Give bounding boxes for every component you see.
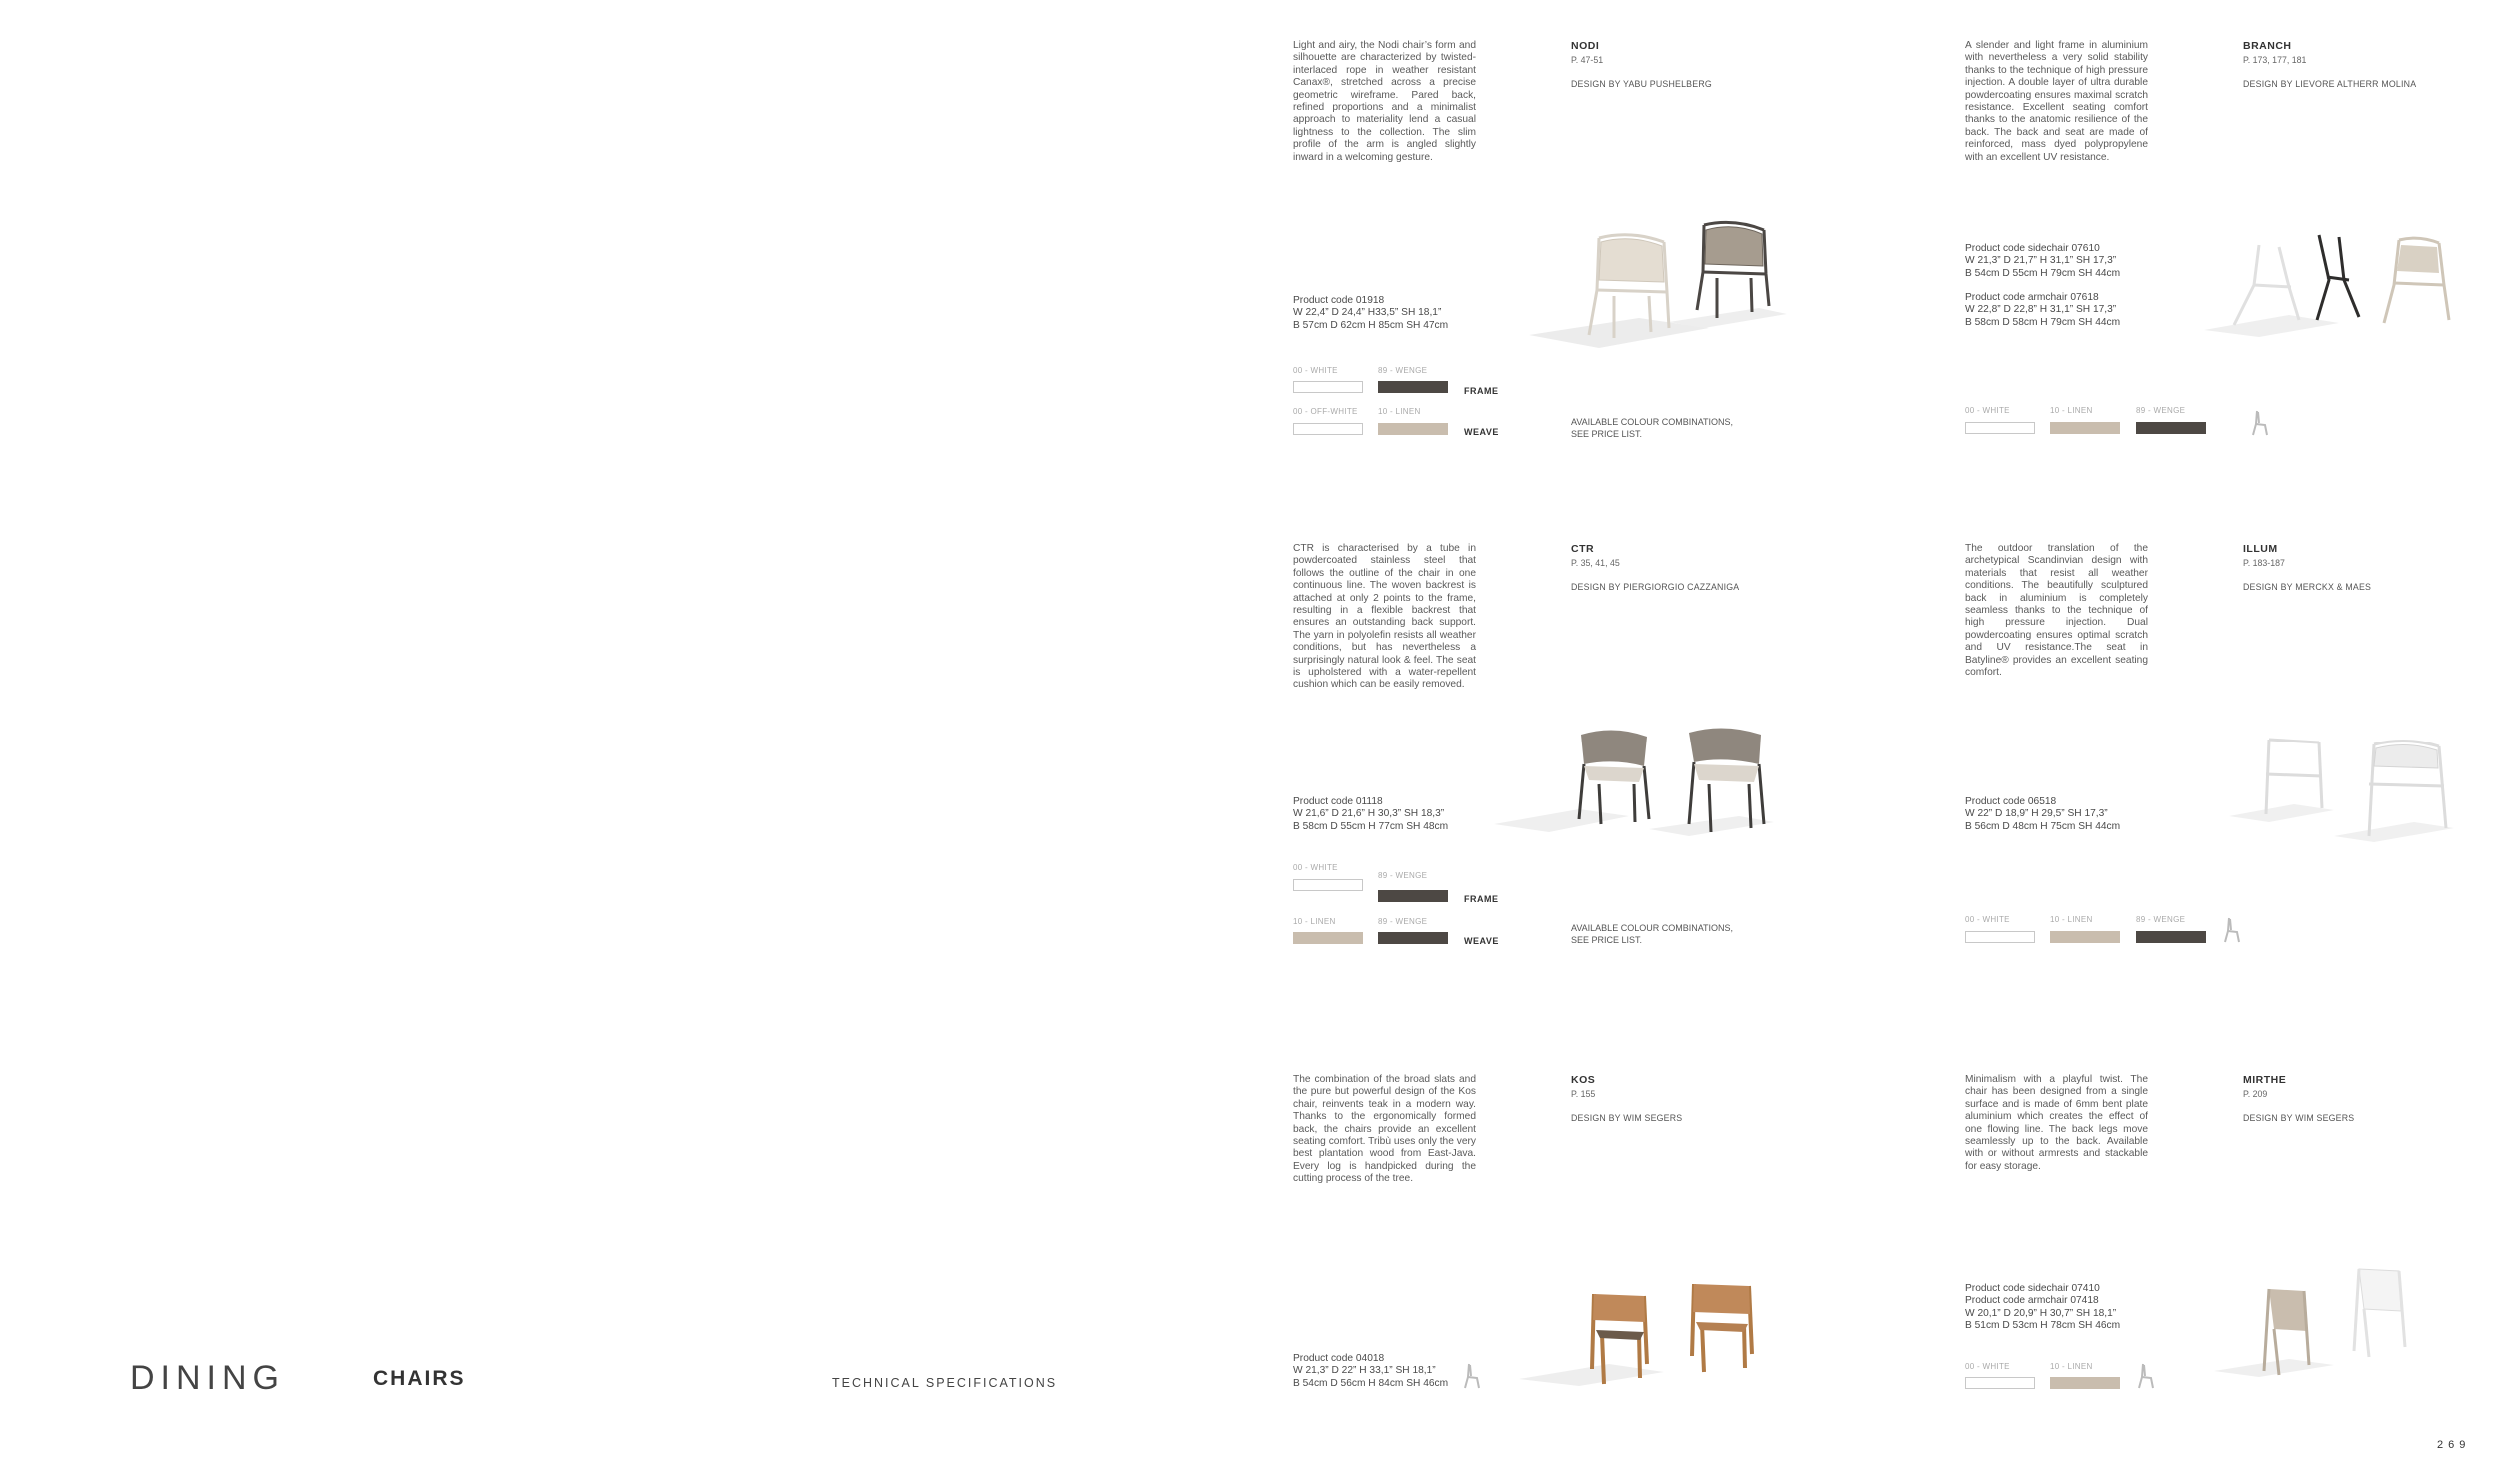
nodi-frame-swatch-2-label: 89 - WENGE [1378,366,1428,375]
branch-swatch-wenge [2136,422,2206,434]
stackable-chair-icon [2135,1361,2159,1391]
mirthe-header [2243,1074,2354,1123]
nodi-chairs-image [1519,210,1789,350]
kos-description: The combination of the broad slats and the pure but powerful design of the Kos chair, reinvents teak in a modern way. Thanks to the ergonomically formed back, the chairs provide an excellent seating comfort. Tribù uses only the very best plantation wood from East-Java. Every log is handpicked during the cutting process of the tree. [1293,1074,1476,1185]
illum-header [2243,543,2371,592]
nodi-weave-swatch-1-label: 00 - OFF-WHITE [1293,407,1358,416]
branch-product-code-sidechair: Product code sidechair 07610 W 21,3” D 21,7” H 31,1” SH 17,3” B 54cm D 55cm H 79cm SH 44cm [1965,243,2121,279]
stackable-chair-icon [2221,915,2245,945]
ctr-frame-swatch-2-label: 89 - WENGE [1378,871,1428,880]
nodi-weave-label: WEAVE [1464,427,1499,437]
ctr-weave-label: WEAVE [1464,936,1499,946]
illum-swatch-white [1965,931,2035,943]
ctr-name: CTR [1571,543,1595,555]
ctr-frame-label: FRAME [1464,894,1499,904]
kos-pages: P. 155 [1571,1089,1596,1099]
nodi-weave-swatch-2-label: 10 - LINEN [1378,407,1421,416]
mirthe-pages: P. 209 [2243,1089,2268,1099]
ctr-frame-swatch-1-label: 00 - WHITE [1293,863,1338,872]
branch-swatch-white [1965,422,2035,434]
mirthe-swatch-2-label: 10 - LINEN [2050,1362,2093,1371]
kos-name: KOS [1571,1074,1596,1086]
illum-product-code: Product code 06518 W 22” D 18,9” H 29,5” SH 17,3” B 56cm D 48cm H 75cm SH 44cm [1965,796,2121,832]
ctr-pages: P. 35, 41, 45 [1571,558,1620,568]
illum-pages: P. 183-187 [2243,558,2285,568]
illum-swatch-3-label: 89 - WENGE [2136,915,2186,924]
kos-chairs-image [1514,1274,1774,1394]
nodi-frame-swatch-1-label: 00 - WHITE [1293,366,1338,375]
nodi-frame-swatch-white [1293,381,1363,393]
nodi-frame-swatch-wenge [1378,381,1448,393]
nodi-description: Light and airy, the Nodi chair’s form and silhouette are characterized by twisted-interlaced rope in weather resistant Canax®, stretched across a precise geometric wireframe. Pared back, refined proportions and a minimalist approach to materiality lend a casual lightness to the collection. The slim profile of the arm is angled slightly inward in a welcoming gesture. [1293,40,1476,163]
nodi-weave-swatch-linen [1378,423,1448,435]
branch-swatch-2-label: 10 - LINEN [2050,406,2093,415]
ctr-frame-swatch-wenge [1378,890,1448,902]
illum-chairs-image [2224,725,2464,849]
nodi-designer: DESIGN BY YABU PUSHELBERG [1571,79,1712,89]
branch-pages: P. 173, 177, 181 [2243,55,2307,65]
kos-header [1571,1074,1682,1123]
branch-swatch-1-label: 00 - WHITE [1965,406,2010,415]
ctr-availability-note: AVAILABLE COLOUR COMBINATIONS, SEE PRICE LIST. [1571,923,1734,945]
nodi-weave-swatch-offwhite [1293,423,1363,435]
ctr-weave-swatch-wenge [1378,932,1448,944]
nodi-product-code: Product code 01918 W 22,4” D 24,4” H33,5” SH 18,1” B 57cm D 62cm H 85cm SH 47cm [1293,295,1449,331]
ctr-weave-swatch-1-label: 10 - LINEN [1293,917,1336,926]
branch-swatch-3-label: 89 - WENGE [2136,406,2186,415]
nodi-name: NODI [1571,40,1600,52]
branch-name: BRANCH [2243,40,2292,52]
mirthe-chairs-image [2209,1259,2439,1384]
ctr-weave-swatch-linen [1293,932,1363,944]
illum-designer: DESIGN BY MERCKX & MAES [2243,582,2372,592]
illum-swatch-2-label: 10 - LINEN [2050,915,2093,924]
ctr-frame-swatch-white [1293,879,1363,891]
ctr-chairs-image [1489,725,1779,844]
nodi-header [1571,40,1712,89]
illum-name: ILLUM [2243,543,2278,555]
stackable-chair-icon [2249,408,2273,438]
nodi-frame-label: FRAME [1464,386,1499,396]
illum-swatch-linen [2050,931,2120,943]
mirthe-name: MIRTHE [2243,1074,2287,1086]
kos-product-code: Product code 04018 W 21,3” D 22” H 33,1” SH 18,1” B 54cm D 56cm H 84cm SH 46cm [1293,1353,1449,1389]
category-title: CHAIRS [373,1367,466,1390]
mirthe-swatch-white [1965,1377,2035,1389]
kos-designer: DESIGN BY WIM SEGERS [1571,1113,1683,1123]
illum-swatch-1-label: 00 - WHITE [1965,915,2010,924]
ctr-product-code: Product code 01118 W 21,6” D 21,6” H 30,3” SH 18,3” B 58cm D 55cm H 77cm SH 48cm [1293,796,1449,832]
ctr-designer: DESIGN BY PIERGIORGIO CAZZANIGA [1571,582,1740,592]
illum-description: The outdoor translation of the archetypical Scandinvian design with materials that resist all weather conditions. The beautifully sculptured back in aluminium is completely seamless thanks to the technique of high pressure injection. Dual powdercoating ensures optimal scratch and UV resistance.The seat in Batyline® provides an excellent seating comfort. [1965,543,2148,679]
nodi-availability-note: AVAILABLE COLOUR COMBINATIONS, SEE PRICE LIST. [1571,417,1734,439]
stackable-chair-icon [1461,1361,1485,1391]
illum-swatch-wenge [2136,931,2206,943]
mirthe-swatch-1-label: 00 - WHITE [1965,1362,2010,1371]
mirthe-swatch-linen [2050,1377,2120,1389]
branch-chairs-image [2199,225,2464,340]
branch-swatch-linen [2050,422,2120,434]
section-title: DINING [130,1359,285,1397]
page-number: 269 [2437,1439,2471,1451]
ctr-description: CTR is characterised by a tube in powdercoated stainless steel that follows the outline of the chair in one continuous line. The woven backrest is attached at only 2 points to the frame, resulting in a flexible backrest that ensures an outstanding back support. The yarn in polyolefin resists all weather conditions, but has nevertheless a surprisingly natural look & feel. The seat is upholstered with a water-repellent cushion which can be easily removed. [1293,543,1476,691]
tech-spec-label: TECHNICAL SPECIFICATIONS [832,1376,1058,1390]
ctr-header [1571,543,1739,592]
branch-designer: DESIGN BY LIEVORE ALTHERR MOLINA [2243,79,2417,89]
nodi-pages: P. 47-51 [1571,55,1604,65]
branch-header [2243,40,2416,89]
mirthe-product-code: Product code sidechair 07410 Product code armchair 07418 W 20,1” D 20,9” H 30,7” SH 18,1” B 51cm D 53cm H 78cm SH 46cm [1965,1283,2121,1332]
mirthe-designer: DESIGN BY WIM SEGERS [2243,1113,2355,1123]
ctr-weave-swatch-2-label: 89 - WENGE [1378,917,1428,926]
branch-product-code-armchair: Product code armchair 07618 W 22,8” D 22,8” H 31,1” SH 17,3” B 58cm D 58cm H 79cm SH 44cm [1965,292,2121,328]
mirthe-description: Minimalism with a playful twist. The chair has been designed from a single surface and is made of 6mm bent plate aluminium which creates the effect of one flowing line. The back legs move seamlessly up to the back. Available with or without armrests and stackable for easy storage. [1965,1074,2148,1172]
branch-description: A slender and light frame in aluminium with nevertheless a very solid stability thanks to the technique of high pressure injection. A double layer of ultra durable powdercoating ensures maximal scratch resistance. Excellent seating comfort thanks to the anatomic resilience of the back. The back and seat are made of reinforced, mass dyed polypropylene with an excellent UV resistance. [1965,40,2148,163]
